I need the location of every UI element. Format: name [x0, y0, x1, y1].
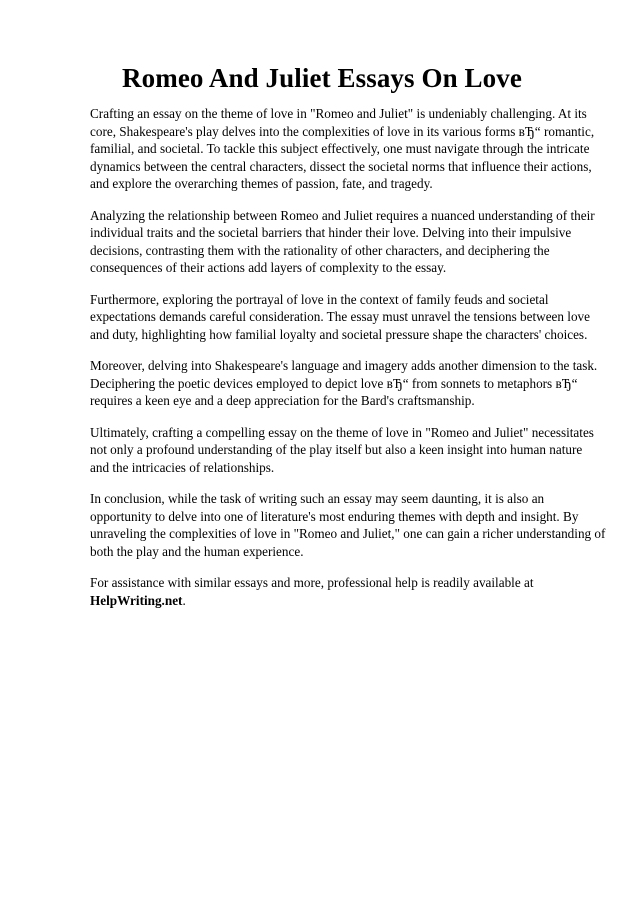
- text-line: and duty, highlighting how familial loyalty and societal pressure shape the characters' choices.: [90, 326, 588, 342]
- text-line: Ultimately, crafting a compelling essay on the theme of love in "Romeo and Juliet" necessitates: [90, 424, 594, 440]
- text-line: unraveling the complexities of love in "Romeo and Juliet," one can gain a richer understanding of: [90, 526, 606, 541]
- helpwriting-link[interactable]: HelpWriting.net: [90, 592, 183, 608]
- paragraph-6: [90, 490, 606, 560]
- text-line: consequences of their actions add layers of complexity to the essay.: [90, 260, 447, 275]
- text-line: Deciphering the poetic devices employed to depict love вЂ“ from sonnets to metaphors вЂ“: [90, 375, 578, 391]
- text-line: core, Shakespeare's play delves into the complexities of love in its various forms вЂ“ romantic,: [90, 123, 595, 139]
- text-line: both the play and the human experience.: [90, 543, 304, 559]
- paragraph-5: [90, 424, 594, 477]
- end-punctuation: .: [182, 592, 186, 608]
- text-line: familial, and societal. To tackle this subject effectively, one must navigate through the intricate: [90, 141, 590, 156]
- text-line: In conclusion, while the task of writing such an essay may seem daunting, it is also an: [90, 491, 545, 506]
- essay-body: [90, 105, 606, 609]
- paragraph-2: [90, 207, 594, 277]
- text-line: For assistance with similar essays and more, professional help is readily available at: [90, 575, 534, 590]
- text-line: Crafting an essay on the theme of love in "Romeo and Juliet" is undeniably challenging. At its: [90, 106, 587, 121]
- text-line: not only a profound understanding of the play itself but also a keen insight into human nature: [90, 442, 583, 457]
- text-line: expectations demands careful consideration. The essay must unravel the tensions between love: [90, 309, 590, 324]
- text-line: dynamics between the central characters, dissect the societal norms that influence their actions,: [90, 158, 592, 174]
- text-line: and the intricacies of relationships.: [90, 459, 275, 475]
- text-line: [90, 592, 594, 610]
- text-line: and explore the overarching themes of passion, fate, and tragedy.: [90, 176, 433, 191]
- text-line: opportunity to delve into one of literature's most enduring themes with depth and insight. By: [90, 508, 579, 524]
- text-line: decisions, contrasting them with the rationality of other characters, and deciphering the: [90, 242, 550, 258]
- paragraph-4: [90, 357, 598, 410]
- text-line: individual traits and the societal barriers that hinder their love. Delving into their impulsive: [90, 225, 572, 240]
- text-line: requires a keen eye and a deep appreciation for the Bard's craftsmanship.: [90, 393, 475, 408]
- text-line: Analyzing the relationship between Romeo and Juliet requires a nuanced understanding of their: [90, 207, 595, 223]
- page-title: Romeo And Juliet Essays On Love: [122, 63, 522, 93]
- text-line: Furthermore, exploring the portrayal of love in the context of family feuds and societal: [90, 291, 549, 307]
- closing-paragraph: [90, 574, 594, 609]
- paragraph-3: [90, 291, 594, 344]
- text-line: Moreover, delving into Shakespeare's language and imagery adds another dimension to the task.: [90, 358, 598, 373]
- paragraph-1: [90, 105, 594, 193]
